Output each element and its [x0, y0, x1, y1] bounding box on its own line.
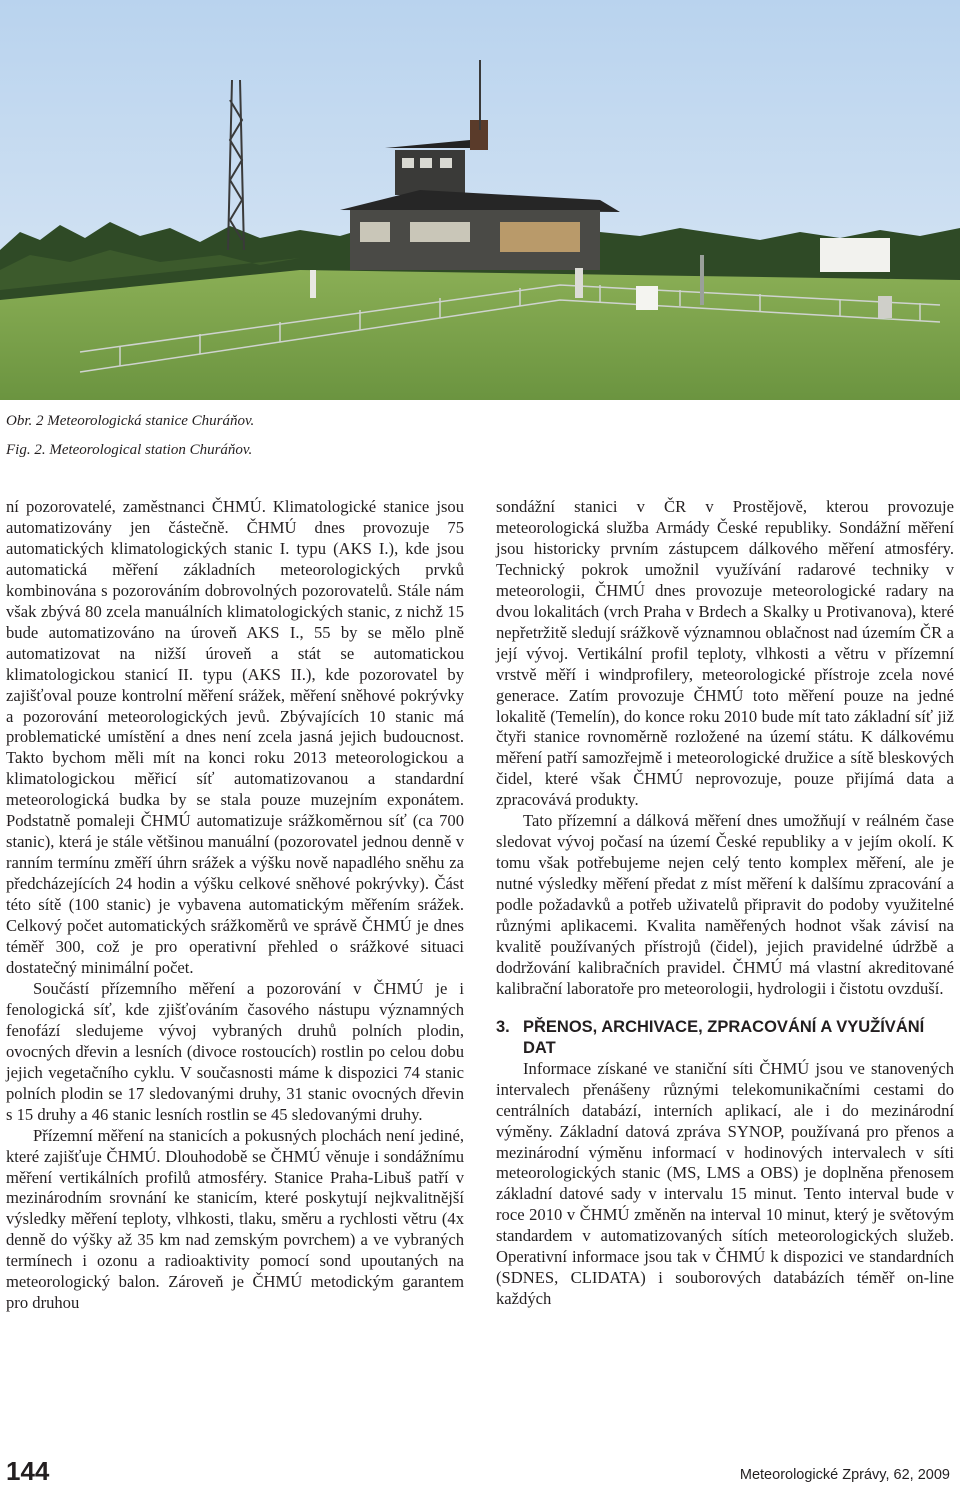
section-title: PŘENOS, ARCHIVACE, ZPRACOVÁNÍ A VYUŽÍVÁNÍ DAT	[523, 1017, 925, 1057]
figure-caption-english: Fig. 2. Meteorological station Churáňov.	[6, 442, 253, 458]
figure-caption-czech: Obr. 2 Meteorologická stanice Churáňov.	[6, 413, 255, 429]
right-paragraph-2: Tato přízemní a dálková měření dnes umožňují v reálném čase sledovat vývoj počasí na území České republiky a v jejím okolí. K tomu však potřebujeme nejen celý tento komplex měření, ale je nutné výsledky měření předat z míst měření k dalšímu zpracování a podle požadavků a potřeb uživatelů připravit do podoby využitelné různými aplikacemi. Kvalita naměřených hodnot však závisí na kvalitě používaných přístrojů (čidel), jejich pravidelné údržbě a dodržování kalibračních pravidel. ČHMÚ má vlastní akreditované kalibrační laboratoře pro meteorologii, hydrologii i čistotu ovzduší.	[496, 811, 954, 998]
section-paragraph: Informace získané ve staniční síti ČHMÚ jsou ve stanovených intervalech přenášeny různými telekomunikačními cestami do centrálních databází, interních aplikací, ale i do mezinárodní výměny. Základní datová zpráva SYNOP, používaná pro přenos a mezinárodní výměnu informací v hodinových intervalech v síti meteorologických stanic (MS, LMS a OBS) je doplněna přenosem základní datové sady v intervalu 15 minut. Tento interval bude v roce 2010 v ČHMÚ změněn na interval 10 minut, který je světovým standardem v automatizovaných sítích meteorologických služeb. Operativní informace jsou tak v ČHMÚ k dispozici ve standardních (SDNES, CLIDATA) i souborových databázích téměř on-line každých	[496, 1058, 954, 1309]
station-photo-illustration	[0, 0, 960, 400]
page-number: 144	[6, 1456, 50, 1486]
white-container	[820, 238, 890, 272]
left-column	[6, 497, 464, 1314]
grass-field	[0, 270, 960, 400]
left-paragraph-3: Přízemní měření na stanicích a pokusných plochách není jediné, které zajišťuje ČHMÚ. Dlouhodobě se ČHMÚ věnuje i sondážnímu měření vertikálních profilů atmosféry. Stanice Praha-Libuš patří v mezinárodním srovnání ke stanicím, které poskytují nejkvalitnější výsledky měření teploty, vlhkosti, tlaku, směru a rychlosti větru (4x denně do výšky až 35 km nad zemským povrchem) a ve vybraných termínech i ozonu a radioaktivity pomocí sond upoutaných na meteorologický balon. Zároveň je ČHMÚ metodickým garantem pro druhou	[6, 1125, 464, 1313]
right-paragraph-1: sondážní stanici v ČR v Prostějově, kterou provozuje meteorologická služba Armády České republiky. Sondážní měření jsou historicky prvním zástupcem dálkového měření atmosféry. Technický pokrok umožnil využívání radarové techniky v meteorologii, ČHMÚ dnes provozuje meteorologické radary na dvou lokalitách (vrch Praha v Brdech a Skalky u Protivanova), které nepřetržitě sledují srážkově významnou oblačnost nad územím ČR a její vývoj. Vertikální profil teploty, vlhkosti a větru v přízemní vrstvě měří i windprofilery, meteorologické přístroje zcela nové generace. Zatím provozuje ČHMÚ toto měření pouze na jedné lokalitě (Temelín), do konce roku 2010 bude mít tato základní síť již čtyři stanice rovnoměrně rozložené na území státu. K dálkovému měření patří samozřejmě i meteorologické družice a sítě bleskových čidel, které však ČHMÚ neprovozuje, pouze přijímá data a zpracovává produkty.	[496, 497, 954, 810]
section-number: 3.	[496, 1017, 510, 1036]
section-heading	[496, 1017, 954, 1059]
left-paragraph-2: Součástí přízemního měření a pozorování v ČHMÚ je i fenologická síť, kde zjišťováním časového nástupu významných fenofází sledujeme vývoj vybraných druhů polních plodin, ovocných dřevin a lesních (divoce rostoucích) rostlin po celou dobu jejich vegetačního cyklu. V současnosti máme k dispozici 74 stanic polních plodin se 17 sledovanými druhy, 31 stanic ovocných dřevin s 15 druhy a 46 stanic lesních rostlin se 45 sledovanými druhy.	[6, 978, 464, 1124]
left-paragraph-1: ní pozorovatelé, zaměstnanci ČHMÚ. Klimatologické stanice jsou automatizovány jen částečně. ČHMÚ dnes provozuje 75 automatických klimatologických stanic I. typu (AKS I.), kde jsou automatická měření základních meteorologických prvků kombinována s pozorováním dobrovolných pozorovatelů. Stále nám však zbývá 80 zcela manuálních klimatologických stanic, z nichž 15 bude automatizováno na úroveň AKS I., 55 by se mělo plně automatizovat na nižší úroveň a stát se automatickou klimatologickou stanicí II. typu (AKS II.), kde pozorovatel by zajišťoval pouze kontrolní měření srážek, měření sněhové pokrývky a pozorování meteorologických jevů. Zbývajících 10 stanic má problematické umístění a dnes není zcela jasná jejich budoucnost. Takto bychom měli mít na konci roku 2013 meteorologickou a klimatologickou měřicí síť automatizovanou a standardní meteorologická budka by se stala pouze muzejním exponátem. Podstatně pomaleji ČHMÚ automatizuje srážkoměrnou síť (ca 700 stanic), která je stále většinou manuální (pozorovatel jednou denně v ranním termínu změří úhrn srážek a výšku nově napadlého sněhu za předcházejících 24 hodin a výšku celkové sněhové pokrývky). Část této sítě (100 stanic) je vybavena automatickým měřením srážek. Celkový počet automatických srážkoměrů ve správě ČHMÚ je dnes téměř 300, což je pro operativní přehled o srážkové situaci dostatečný minimální počet.	[6, 497, 464, 977]
journal-citation: Meteorologické Zprávy, 62, 2009	[739, 1467, 950, 1483]
right-column	[496, 497, 954, 1310]
station-photo	[0, 0, 960, 400]
